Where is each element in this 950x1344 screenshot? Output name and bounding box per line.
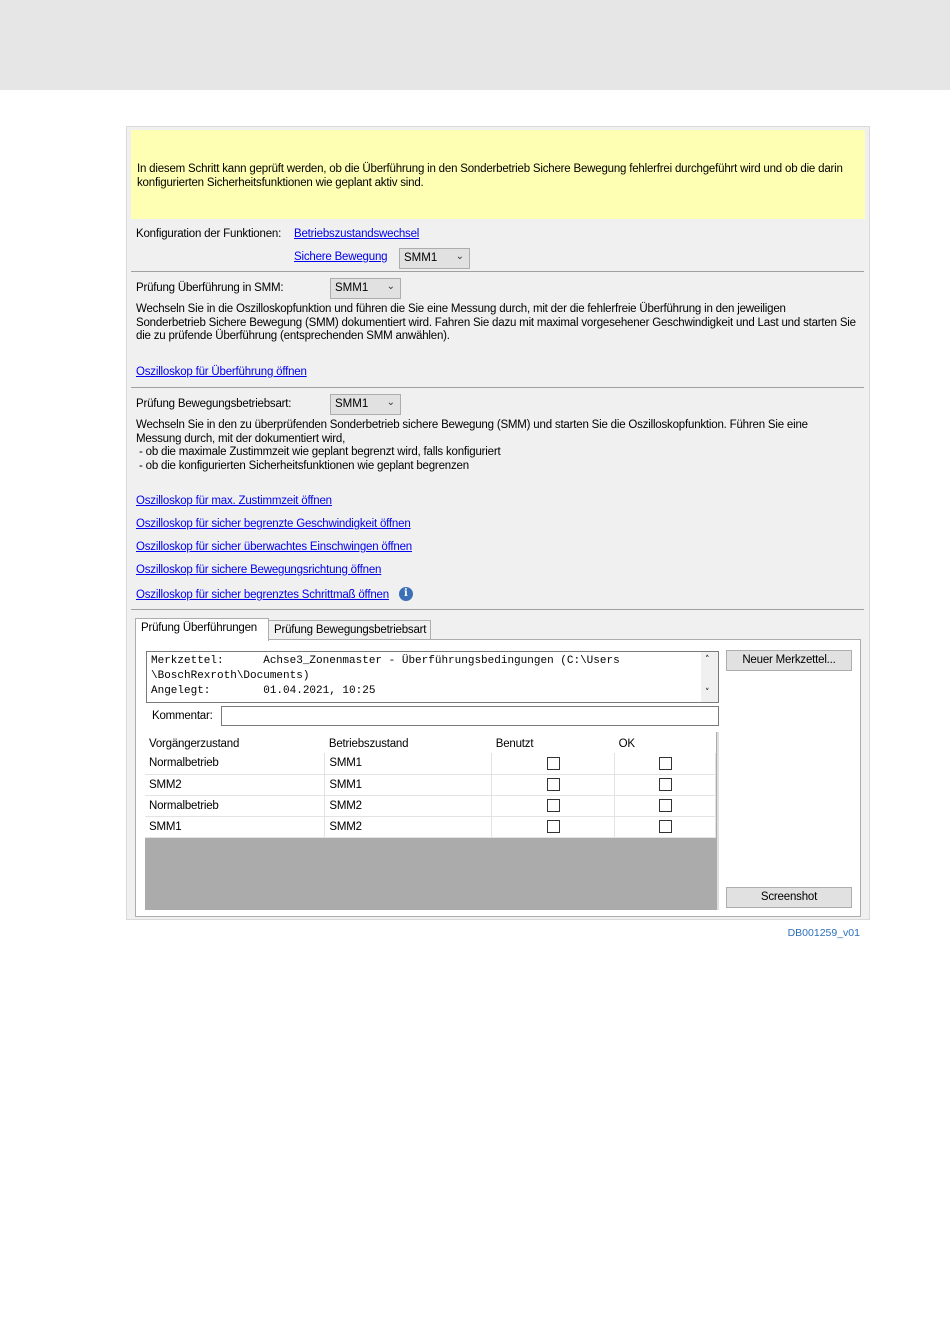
pruefung-smm-select-value: SMM1 [335, 282, 369, 294]
link-oszilloskop-ueberfuehrung[interactable]: Oszilloskop für Überführung öffnen [136, 366, 307, 378]
separator [131, 271, 864, 272]
cell-betriebszustand: SMM2 [325, 795, 492, 816]
cell-benutzt [492, 795, 615, 816]
scroll-down-icon[interactable]: ˅ [705, 688, 710, 698]
link-oszilloskop-schrittmass[interactable]: Oszilloskop für sicher begrenztes Schrittmaß öffnen [136, 589, 389, 601]
table-row [145, 816, 716, 837]
table-row [145, 795, 716, 816]
tab-content [135, 639, 861, 917]
config-label: Konfiguration der Funktionen: [136, 228, 282, 240]
separator [131, 387, 864, 388]
chevron-down-icon: ⌄ [386, 281, 395, 292]
cell-benutzt [492, 816, 615, 837]
info-icon[interactable]: i [399, 587, 413, 601]
table-header-row [145, 732, 716, 753]
scroll-up-icon[interactable]: ˄ [705, 655, 710, 665]
cell-vorgaenger: SMM2 [145, 774, 325, 795]
pruefung-bewegung-select-value: SMM1 [335, 398, 369, 410]
ok-checkbox[interactable] [659, 778, 672, 791]
merkzettel-memo[interactable] [146, 651, 719, 703]
neuer-merkzettel-button[interactable]: Neuer Merkzettel... [726, 650, 852, 671]
column-header-ok[interactable]: OK [618, 738, 635, 750]
column-header-vorgaenger[interactable]: Vorgängerzustand [149, 738, 240, 750]
cell-betriebszustand: SMM1 [325, 774, 492, 795]
bullet-sicherheitsfunktionen: - ob die konfigurierten Sicherheitsfunktionen wie geplant begrenzen [136, 460, 469, 472]
cell-betriebszustand: SMM2 [325, 816, 492, 837]
cell-vorgaenger: Normalbetrieb [145, 795, 325, 816]
benutzt-checkbox[interactable] [547, 820, 560, 833]
pruefung-bewegung-description: Wechseln Sie in den zu überprüfenden Sonderbetrieb sichere Bewegung (SMM) und starten Sie die Oszilloskopfunktion. Führen Sie eine Messung durch, mit der dokumentiert wird, [136, 419, 808, 445]
page-header-band [0, 0, 950, 90]
link-sichere-bewegung[interactable]: Sichere Bewegung [294, 251, 388, 263]
link-oszilloskop-geschwindigkeit[interactable]: Oszilloskop für sicher begrenzte Geschwindigkeit öffnen [136, 518, 411, 530]
memo-line-3: Angelegt: 01.04.2021, 10:25 [151, 685, 376, 697]
kommentar-input[interactable] [221, 706, 719, 726]
cell-benutzt [492, 774, 615, 795]
chevron-down-icon: ⌄ [455, 251, 464, 262]
pruefung-smm-description: Wechseln Sie in die Oszilloskopfunktion und führen die Sie eine Messung durch, mit der die fehlerfreie Überführung in den jeweiligen Sonderbetrieb Sichere Bewegung (SMM) dokumentiert wird. Fahren Sie dazu mit maximal vorgesehener Geschwindigkeit und Last und starten Sie die zu prüfende Überführung (entsprechenden SMM anwählen). [136, 303, 856, 342]
link-oszilloskop-bewegungsrichtung[interactable]: Oszilloskop für sichere Bewegungsrichtung öffnen [136, 564, 382, 576]
tab-pruefung-bewegungsbetriebsart[interactable]: Prüfung Bewegungsbetriebsart [268, 620, 431, 640]
table-row [145, 774, 716, 795]
kommentar-label: Kommentar: [152, 710, 213, 722]
table-row [145, 753, 716, 774]
document-code: DB001259_v01 [787, 927, 860, 939]
cell-benutzt [492, 753, 615, 774]
transitions-table [145, 732, 719, 910]
cell-vorgaenger: SMM1 [145, 816, 325, 837]
memo-scrollbar[interactable] [701, 652, 718, 702]
ok-checkbox[interactable] [659, 820, 672, 833]
benutzt-checkbox[interactable] [547, 778, 560, 791]
cell-ok [615, 816, 716, 837]
cell-ok [615, 795, 716, 816]
pruefung-smm-select[interactable] [330, 278, 401, 299]
cell-ok [615, 774, 716, 795]
separator [131, 609, 864, 610]
benutzt-checkbox[interactable] [547, 799, 560, 812]
sichere-bewegung-select-value: SMM1 [404, 252, 438, 264]
test-panel [126, 126, 870, 920]
cell-ok [615, 753, 716, 774]
tab-pruefung-ueberfuehrungen[interactable]: Prüfung Überführungen [135, 618, 269, 641]
link-oszilloskop-einschwingen[interactable]: Oszilloskop für sicher überwachtes Einschwingen öffnen [136, 541, 412, 553]
chevron-down-icon: ⌄ [386, 397, 395, 408]
memo-line-1: Merkzettel: Achse3_Zonenmaster - Überführungsbedingungen (C:\Users [151, 655, 620, 667]
benutzt-checkbox[interactable] [547, 757, 560, 770]
column-header-benutzt[interactable]: Benutzt [495, 738, 534, 750]
pruefung-smm-label: Prüfung Überführung in SMM: [136, 282, 284, 294]
sichere-bewegung-select[interactable] [399, 248, 470, 269]
cell-vorgaenger: Normalbetrieb [145, 753, 325, 774]
pruefung-bewegung-label: Prüfung Bewegungsbetriebsart: [136, 398, 292, 410]
pruefung-bewegung-select[interactable] [330, 394, 401, 415]
schrittmass-row [136, 585, 413, 603]
column-header-betriebszustand[interactable]: Betriebszustand [328, 738, 409, 750]
ok-checkbox[interactable] [659, 799, 672, 812]
screenshot-button[interactable]: Screenshot [726, 887, 852, 908]
ok-checkbox[interactable] [659, 757, 672, 770]
bullet-zustimmzeit: - ob die maximale Zustimmzeit wie geplant begrenzt wird, falls konfiguriert [136, 446, 501, 458]
cell-betriebszustand: SMM1 [325, 753, 492, 774]
link-betriebszustandswechsel[interactable]: Betriebszustandswechsel [294, 228, 420, 240]
link-oszilloskop-zustimmzeit[interactable]: Oszilloskop für max. Zustimmzeit öffnen [136, 495, 332, 507]
memo-line-2: \BoschRexroth\Documents) [151, 670, 310, 682]
info-banner: In diesem Schritt kann geprüft werden, ob die Überführung in den Sonderbetrieb Sichere Bewegung fehlerfrei durchgeführt wird und ob die darin konfigurierten Sicherheitsfunktionen wie geplant aktiv sind. [131, 130, 865, 219]
